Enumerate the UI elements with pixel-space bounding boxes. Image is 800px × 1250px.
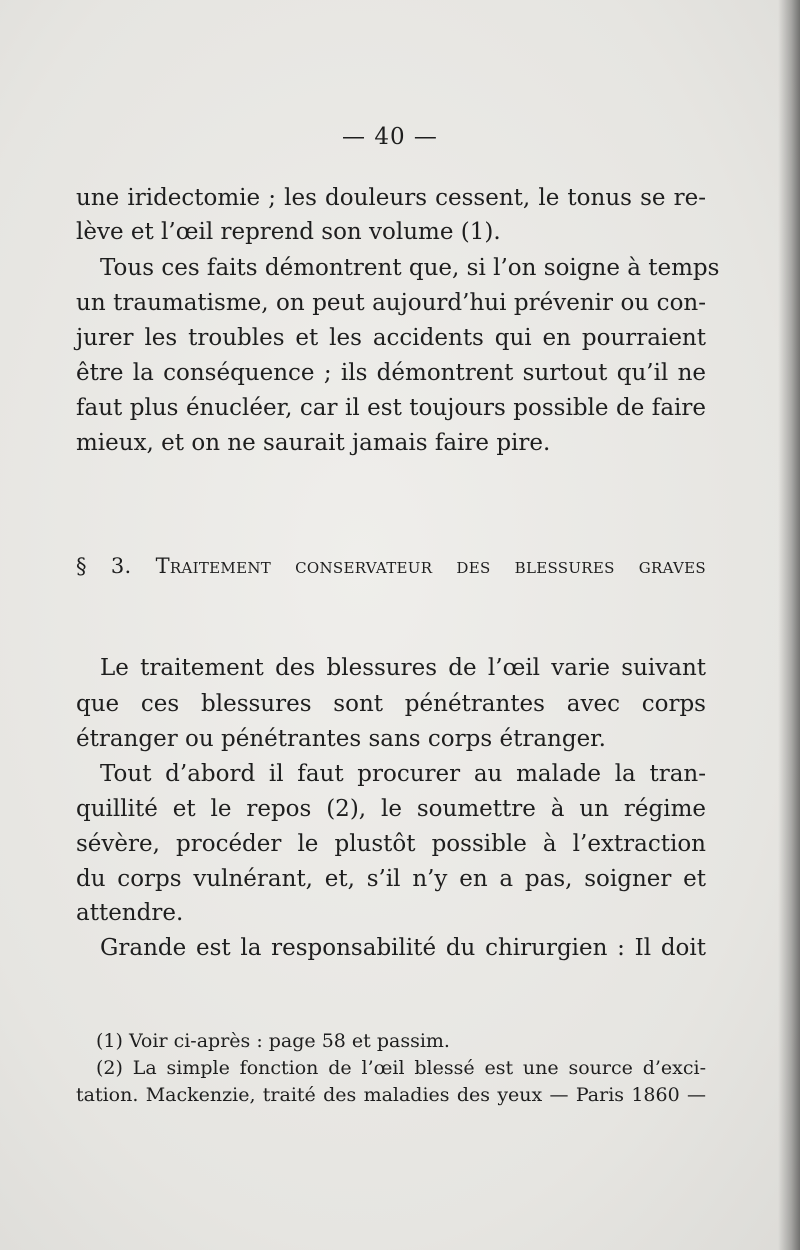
paragraph-4-line: attendre. [76,900,184,926]
section-heading: § 3. Traitement conservateur des blessures graves [76,554,706,578]
paragraph-2-line: mieux, et on ne saurait jamais faire pire. [76,430,551,456]
paragraph-4-line: sévère, procéder le plustôt possible à l’extraction [76,831,706,857]
paragraph-2-line: Tous ces faits démontrent que, si l’on soigne à temps [100,255,720,281]
paragraph-2-line: faut plus énucléer, car il est toujours possible de faire [76,395,706,421]
paragraph-4-line: Tout d’abord il faut procurer au malade la tran- [100,761,706,787]
paragraph-1-line: lève et l’œil reprend son volume (1). [76,219,501,245]
paragraph-4-line: quillité et le repos (2), le soumettre à un régime [76,796,706,822]
paragraph-3-line: étranger ou pénétrantes sans corps étranger. [76,726,606,752]
footnote-line: (2) La simple fonction de l’œil blessé est une source d’exci- [96,1057,706,1079]
paragraph-4-line: du corps vulnérant, et, s’il n’y en a pas, soigner et [76,866,706,892]
paragraph-2-line: un traumatisme, on peut aujourd’hui prévenir ou con- [76,290,706,316]
paragraph-2-line: jurer les troubles et les accidents qui en pourraient [76,325,706,351]
footnote-line: tation. Mackenzie, traité des maladies des yeux — Paris 1860 — [76,1084,706,1106]
paragraph-3-line: que ces blessures sont pénétrantes avec corps [76,691,706,717]
paragraph-5-line: Grande est la responsabilité du chirurgien : Il doit [100,935,706,961]
page-edge-shadow [778,0,800,1250]
footnote-line: (1) Voir ci-après : page 58 et passim. [96,1030,450,1052]
paragraph-2-line: être la conséquence ; ils démontrent surtout qu’il ne [76,360,706,386]
page-number: — 40 — [342,124,438,150]
paragraph-1-line: une iridectomie ; les douleurs cessent, le tonus se re- [76,185,706,211]
paragraph-3-line: Le traitement des blessures de l’œil varie suivant [100,655,706,681]
